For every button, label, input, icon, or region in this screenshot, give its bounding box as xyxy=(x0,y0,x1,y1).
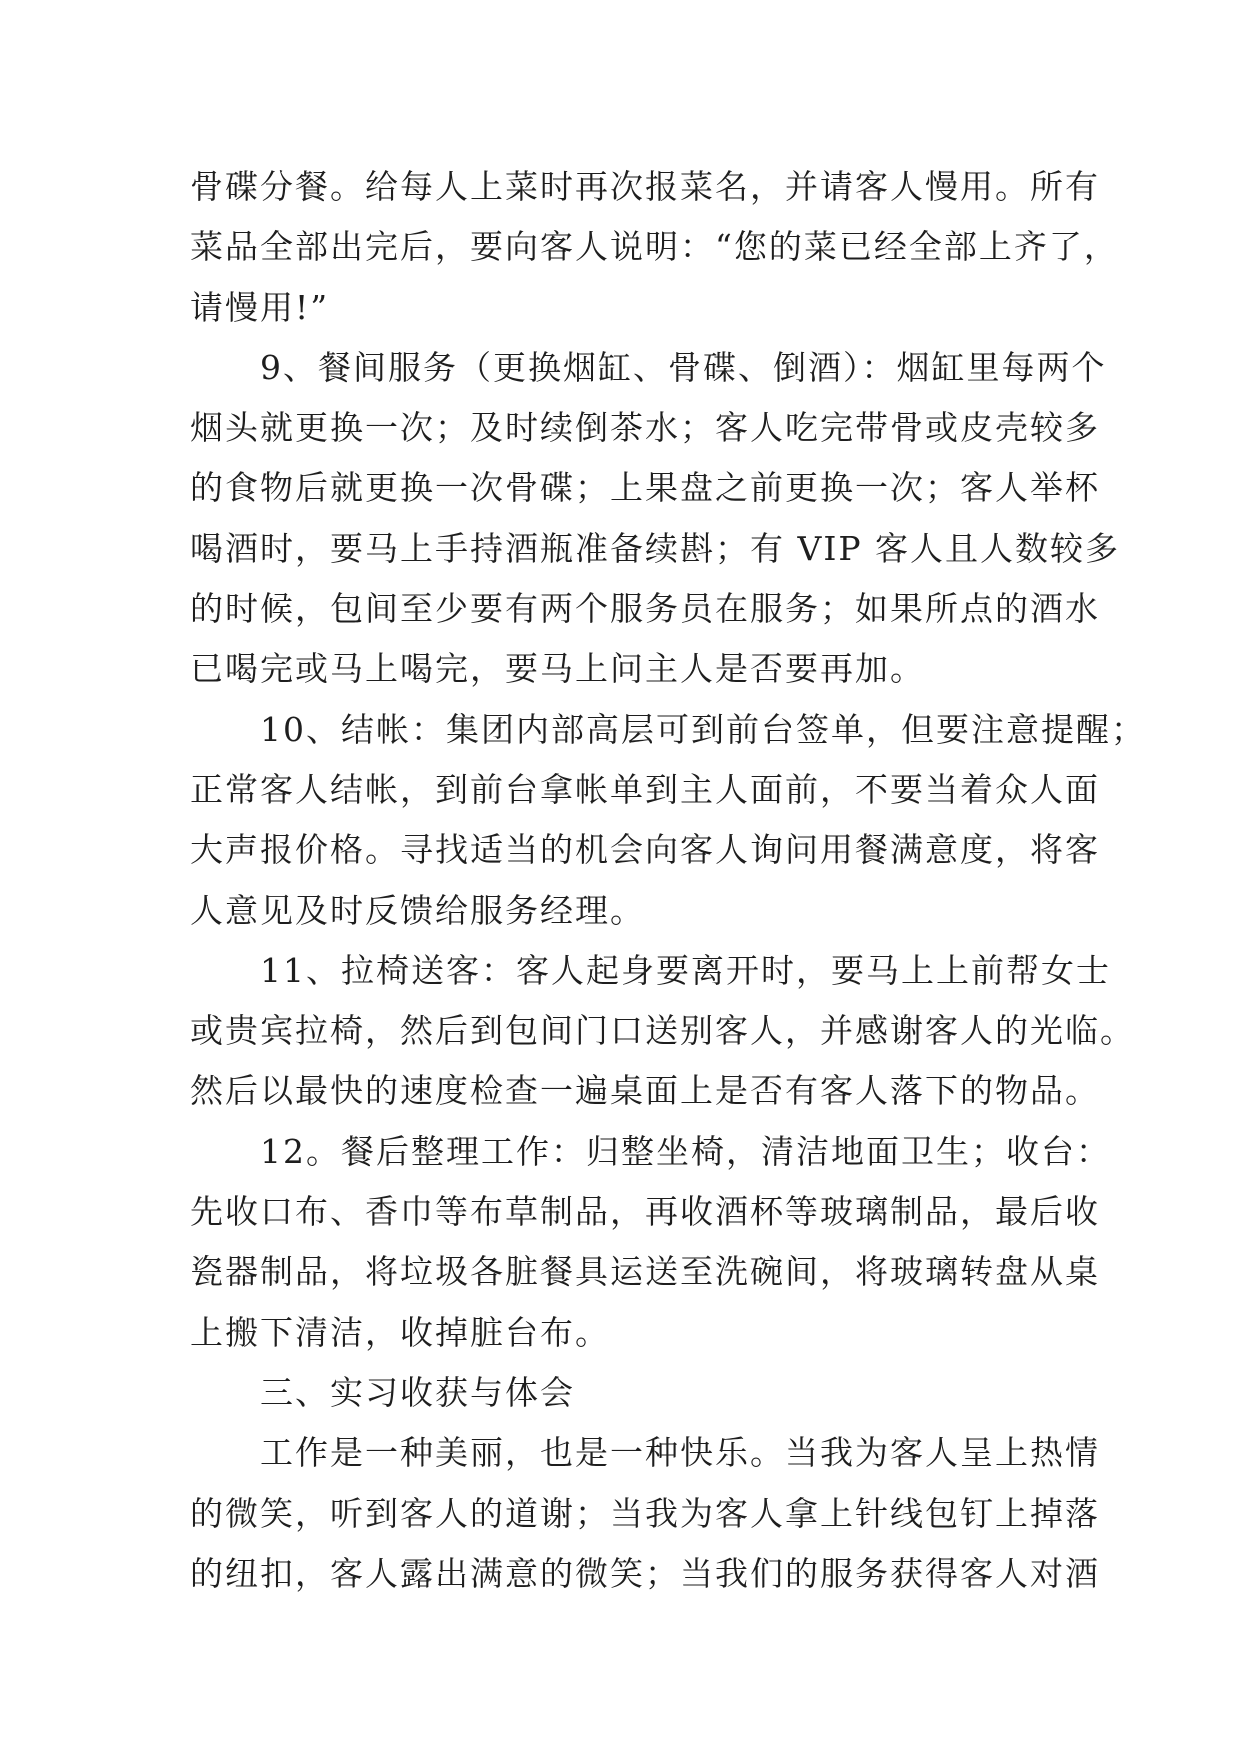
text-line: 9、餐间服务（更换烟缸、骨碟、倒酒）：烟缸里每两个 xyxy=(190,347,1107,387)
text-line: 正常客人结帐，到前台拿帐单到主人面前，不要当着众人面 xyxy=(190,769,1100,809)
text-line: 工作是一种美丽，也是一种快乐。当我为客人呈上热情 xyxy=(190,1433,1100,1473)
text-line: 瓷器制品，将垃圾各脏餐具运送至洗碗间，将玻璃转盘从桌 xyxy=(190,1252,1100,1292)
text-line: 的微笑，听到客人的道谢；当我为客人拿上针线包钉上掉落 xyxy=(190,1493,1100,1533)
text-line: 的时候，包间至少要有两个服务员在服务；如果所点的酒水 xyxy=(190,589,1100,629)
text-line: 喝酒时，要马上手持酒瓶准备续斟；有 VIP 客人且人数较多 xyxy=(190,528,1121,568)
text-line: 然后以最快的速度检查一遍桌面上是否有客人落下的物品。 xyxy=(190,1071,1100,1111)
text-line: 大声报价格。寻找适当的机会向客人询问用餐满意度，将客 xyxy=(190,830,1100,870)
text-line: 请慢用!” xyxy=(190,287,330,327)
body-text xyxy=(190,157,1146,1604)
text-line: 菜品全部出完后，要向客人说明：“您的菜已经全部上齐了， xyxy=(190,227,1119,267)
text-line: 上搬下清洁，收掉脏台布。 xyxy=(190,1312,610,1352)
text-line: 烟头就更换一次；及时续倒茶水；客人吃完带骨或皮壳较多 xyxy=(190,408,1100,448)
text-line: 的纽扣，客人露出满意的微笑；当我们的服务获得客人对酒 xyxy=(190,1553,1100,1593)
text-line: 的食物后就更换一次骨碟；上果盘之前更换一次；客人举杯 xyxy=(190,468,1100,508)
text-line: 11、拉椅送客：客人起身要离开时，要马上上前帮女士 xyxy=(190,950,1111,990)
section-heading: 三、实习收获与体会 xyxy=(190,1372,575,1412)
text-line: 人意见及时反馈给服务经理。 xyxy=(190,890,645,930)
text-line: 已喝完或马上喝完，要马上问主人是否要再加。 xyxy=(190,649,925,689)
text-line: 或贵宾拉椅，然后到包间门口送别客人，并感谢客人的光临。 xyxy=(190,1011,1135,1051)
text-line: 骨碟分餐。给每人上菜时再次报菜名，并请客人慢用。所有 xyxy=(190,167,1100,206)
text-line: 12。餐后整理工作：归整坐椅，清洁地面卫生；收台： xyxy=(190,1131,1111,1171)
text-line: 10、结帐：集团内部高层可到前台签单，但要注意提醒； xyxy=(190,709,1146,749)
text-line: 先收口布、香巾等布草制品，再收酒杯等玻璃制品，最后收 xyxy=(190,1192,1100,1232)
